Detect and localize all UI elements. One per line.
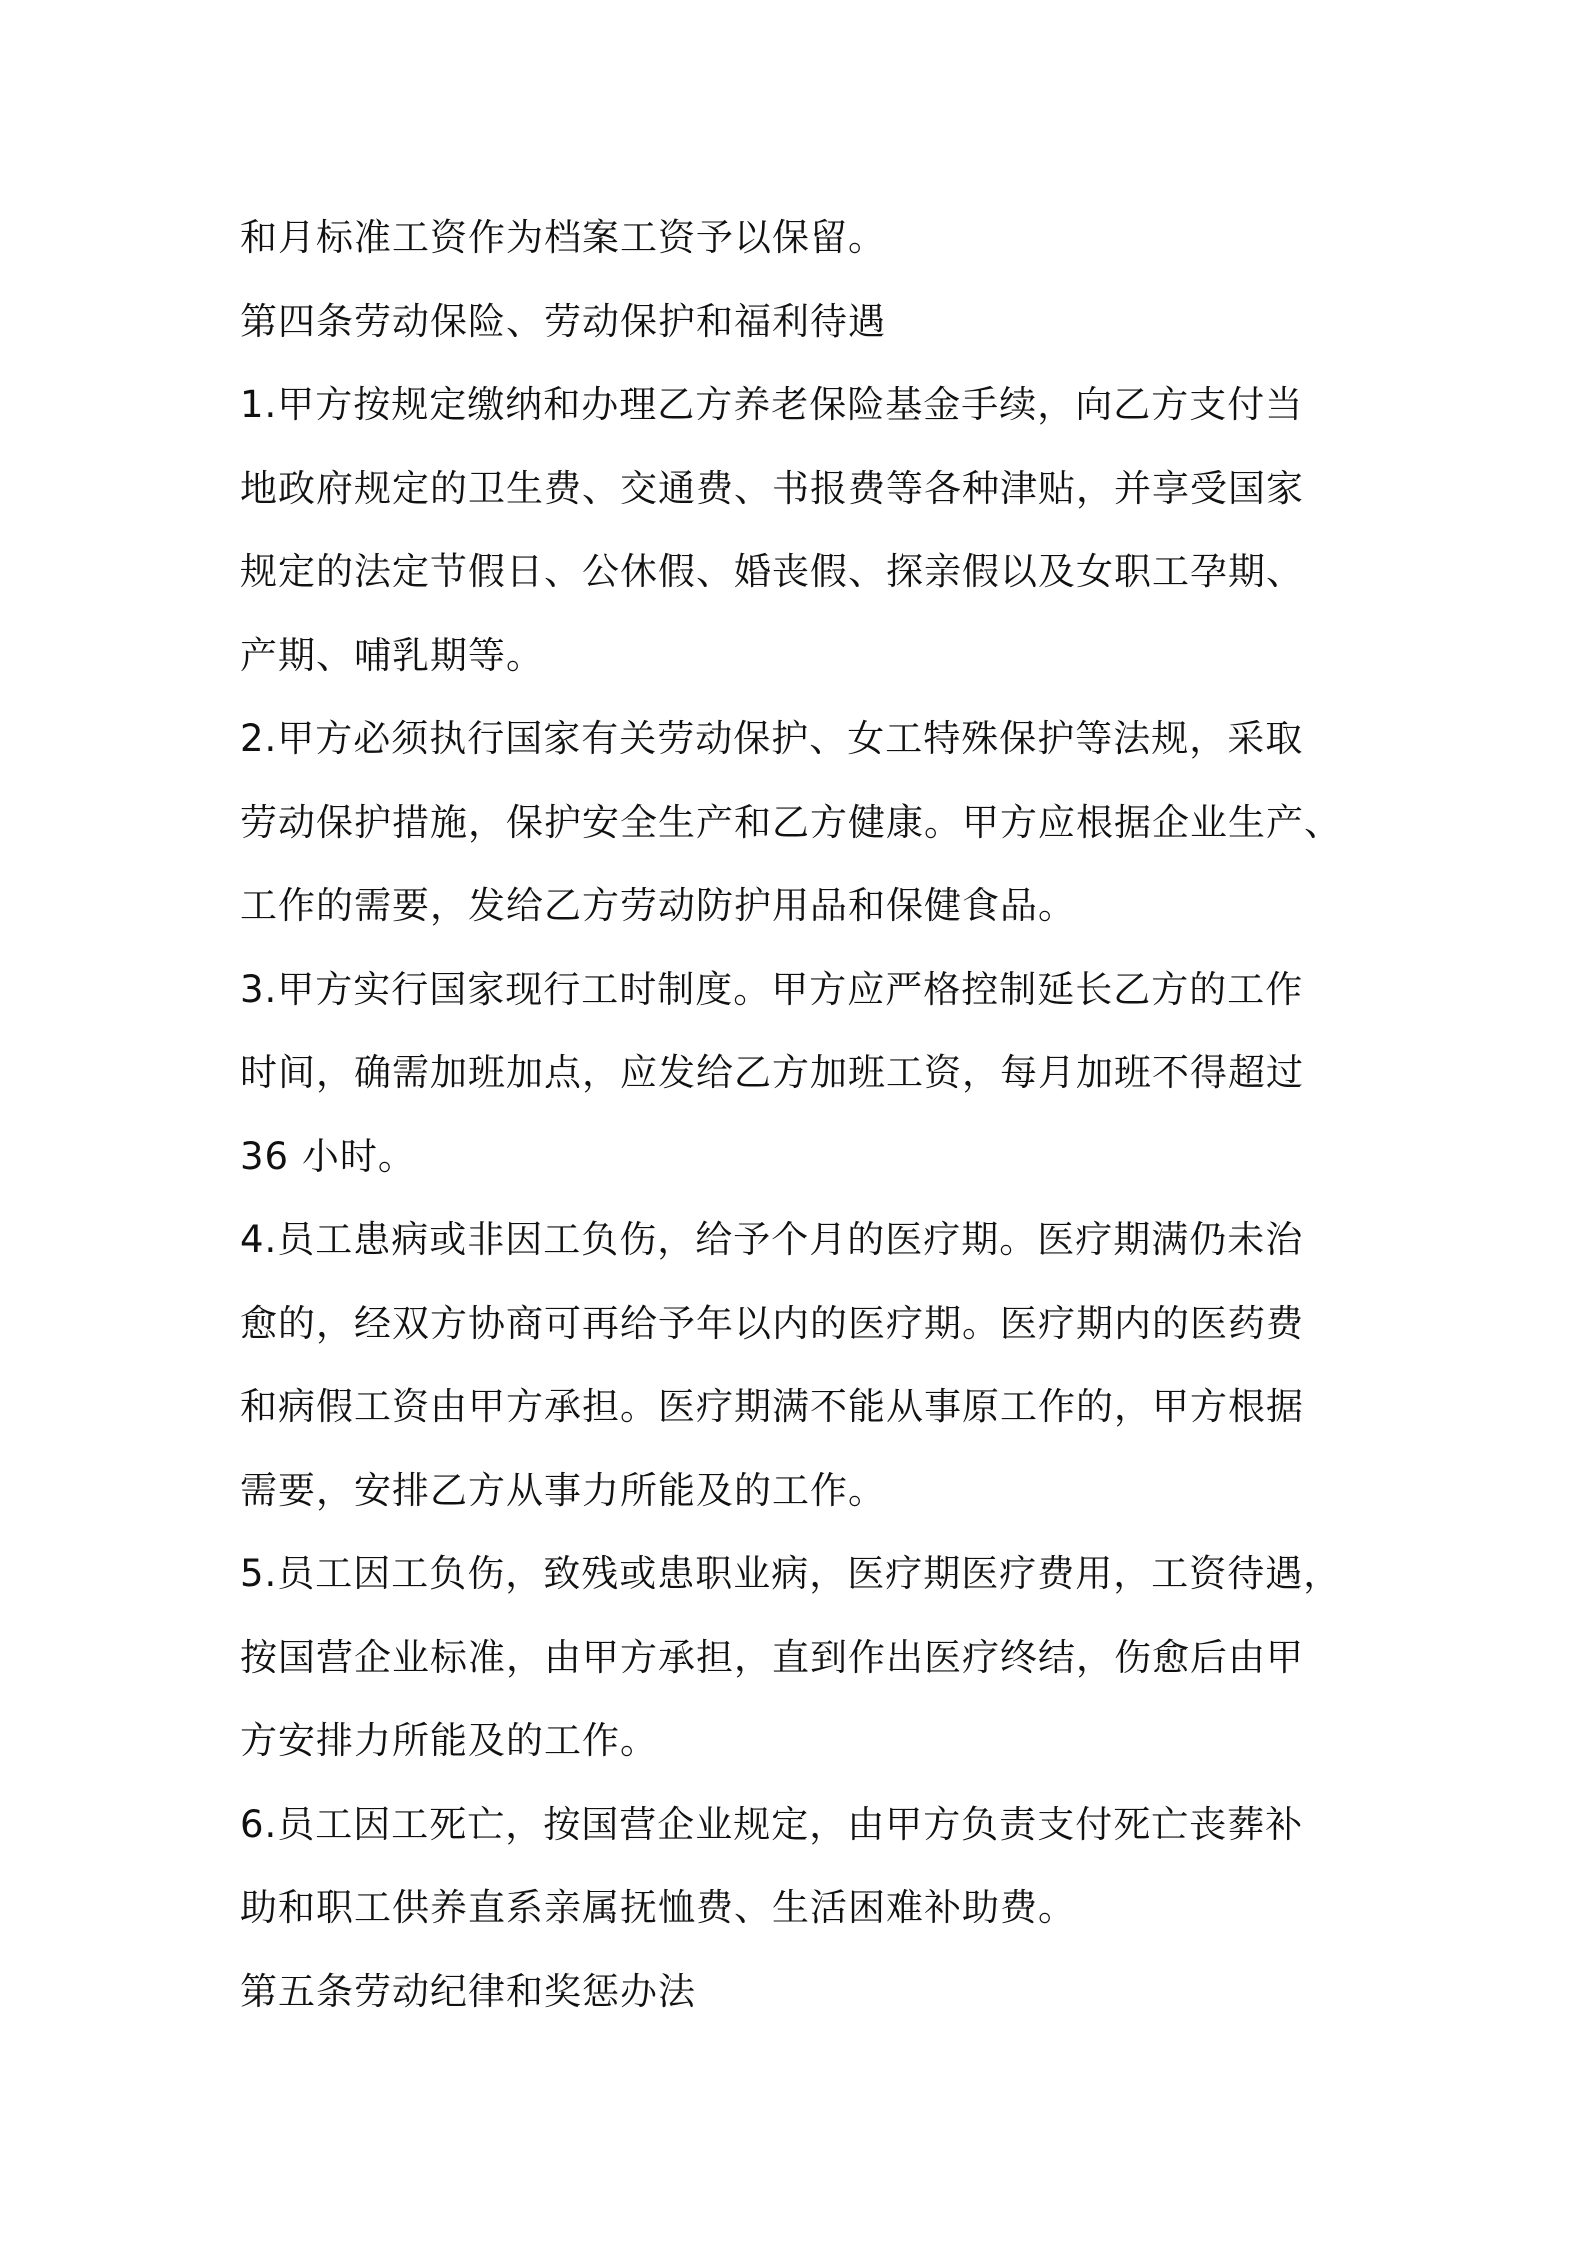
text-line: 劳动保护措施，保护安全生产和乙方健康。甲方应根据企业生产、 [240, 800, 1342, 844]
text-line: 时间，确需加班加点，应发给乙方加班工资，每月加班不得超过 [240, 1051, 1304, 1094]
text-line: 助和职工供养直系亲属抚恤费、生活困难补助费。 [240, 1886, 1076, 1929]
text-line: 5.员工因工负伤，致残或患职业病，医疗期医疗费用，工资待遇， [240, 1552, 1342, 1595]
section-heading: 第五条劳动纪律和奖惩办法 [240, 1969, 696, 2013]
text-line: 地政府规定的卫生费、交通费、书报费等各种津贴，并享受国家 [240, 466, 1304, 510]
text-line: 1.甲方按规定缴纳和办理乙方养老保险基金手续，向乙方支付当 [240, 383, 1304, 426]
text-line: 工作的需要，发给乙方劳动防护用品和保健食品。 [240, 884, 1076, 927]
text-line: 方安排力所能及的工作。 [240, 1719, 658, 1762]
section-heading: 第四条劳动保险、劳动保护和福利待遇 [240, 299, 886, 343]
text-line: 2.甲方必须执行国家有关劳动保护、女工特殊保护等法规，采取 [240, 717, 1304, 760]
text-line: 按国营企业标准，由甲方承担，直到作出医疗终结，伤愈后由甲 [240, 1635, 1304, 1679]
text-line: 36 小时。 [240, 1134, 416, 1178]
text-line: 6.员工因工死亡，按国营企业规定，由甲方负责支付死亡丧葬补 [240, 1802, 1304, 1846]
text-line: 产期、哺乳期等。 [240, 633, 544, 677]
text-line: 规定的法定节假日、公休假、婚丧假、探亲假以及女职工孕期、 [240, 550, 1304, 593]
text-line: 和病假工资由甲方承担。医疗期满不能从事原工作的，甲方根据 [240, 1385, 1304, 1428]
text-line: 3.甲方实行国家现行工时制度。甲方应严格控制延长乙方的工作 [240, 967, 1304, 1011]
text-line: 愈的，经双方协商可再给予年以内的医疗期。医疗期内的医药费 [240, 1301, 1304, 1345]
text-line: 4.员工患病或非因工负伤，给予个月的医疗期。医疗期满仍未治 [240, 1218, 1304, 1261]
text-line: 需要，安排乙方从事力所能及的工作。 [240, 1468, 886, 1512]
document-body [240, 196, 1360, 2033]
text-line: 和月标准工资作为档案工资予以保留。 [240, 216, 886, 259]
